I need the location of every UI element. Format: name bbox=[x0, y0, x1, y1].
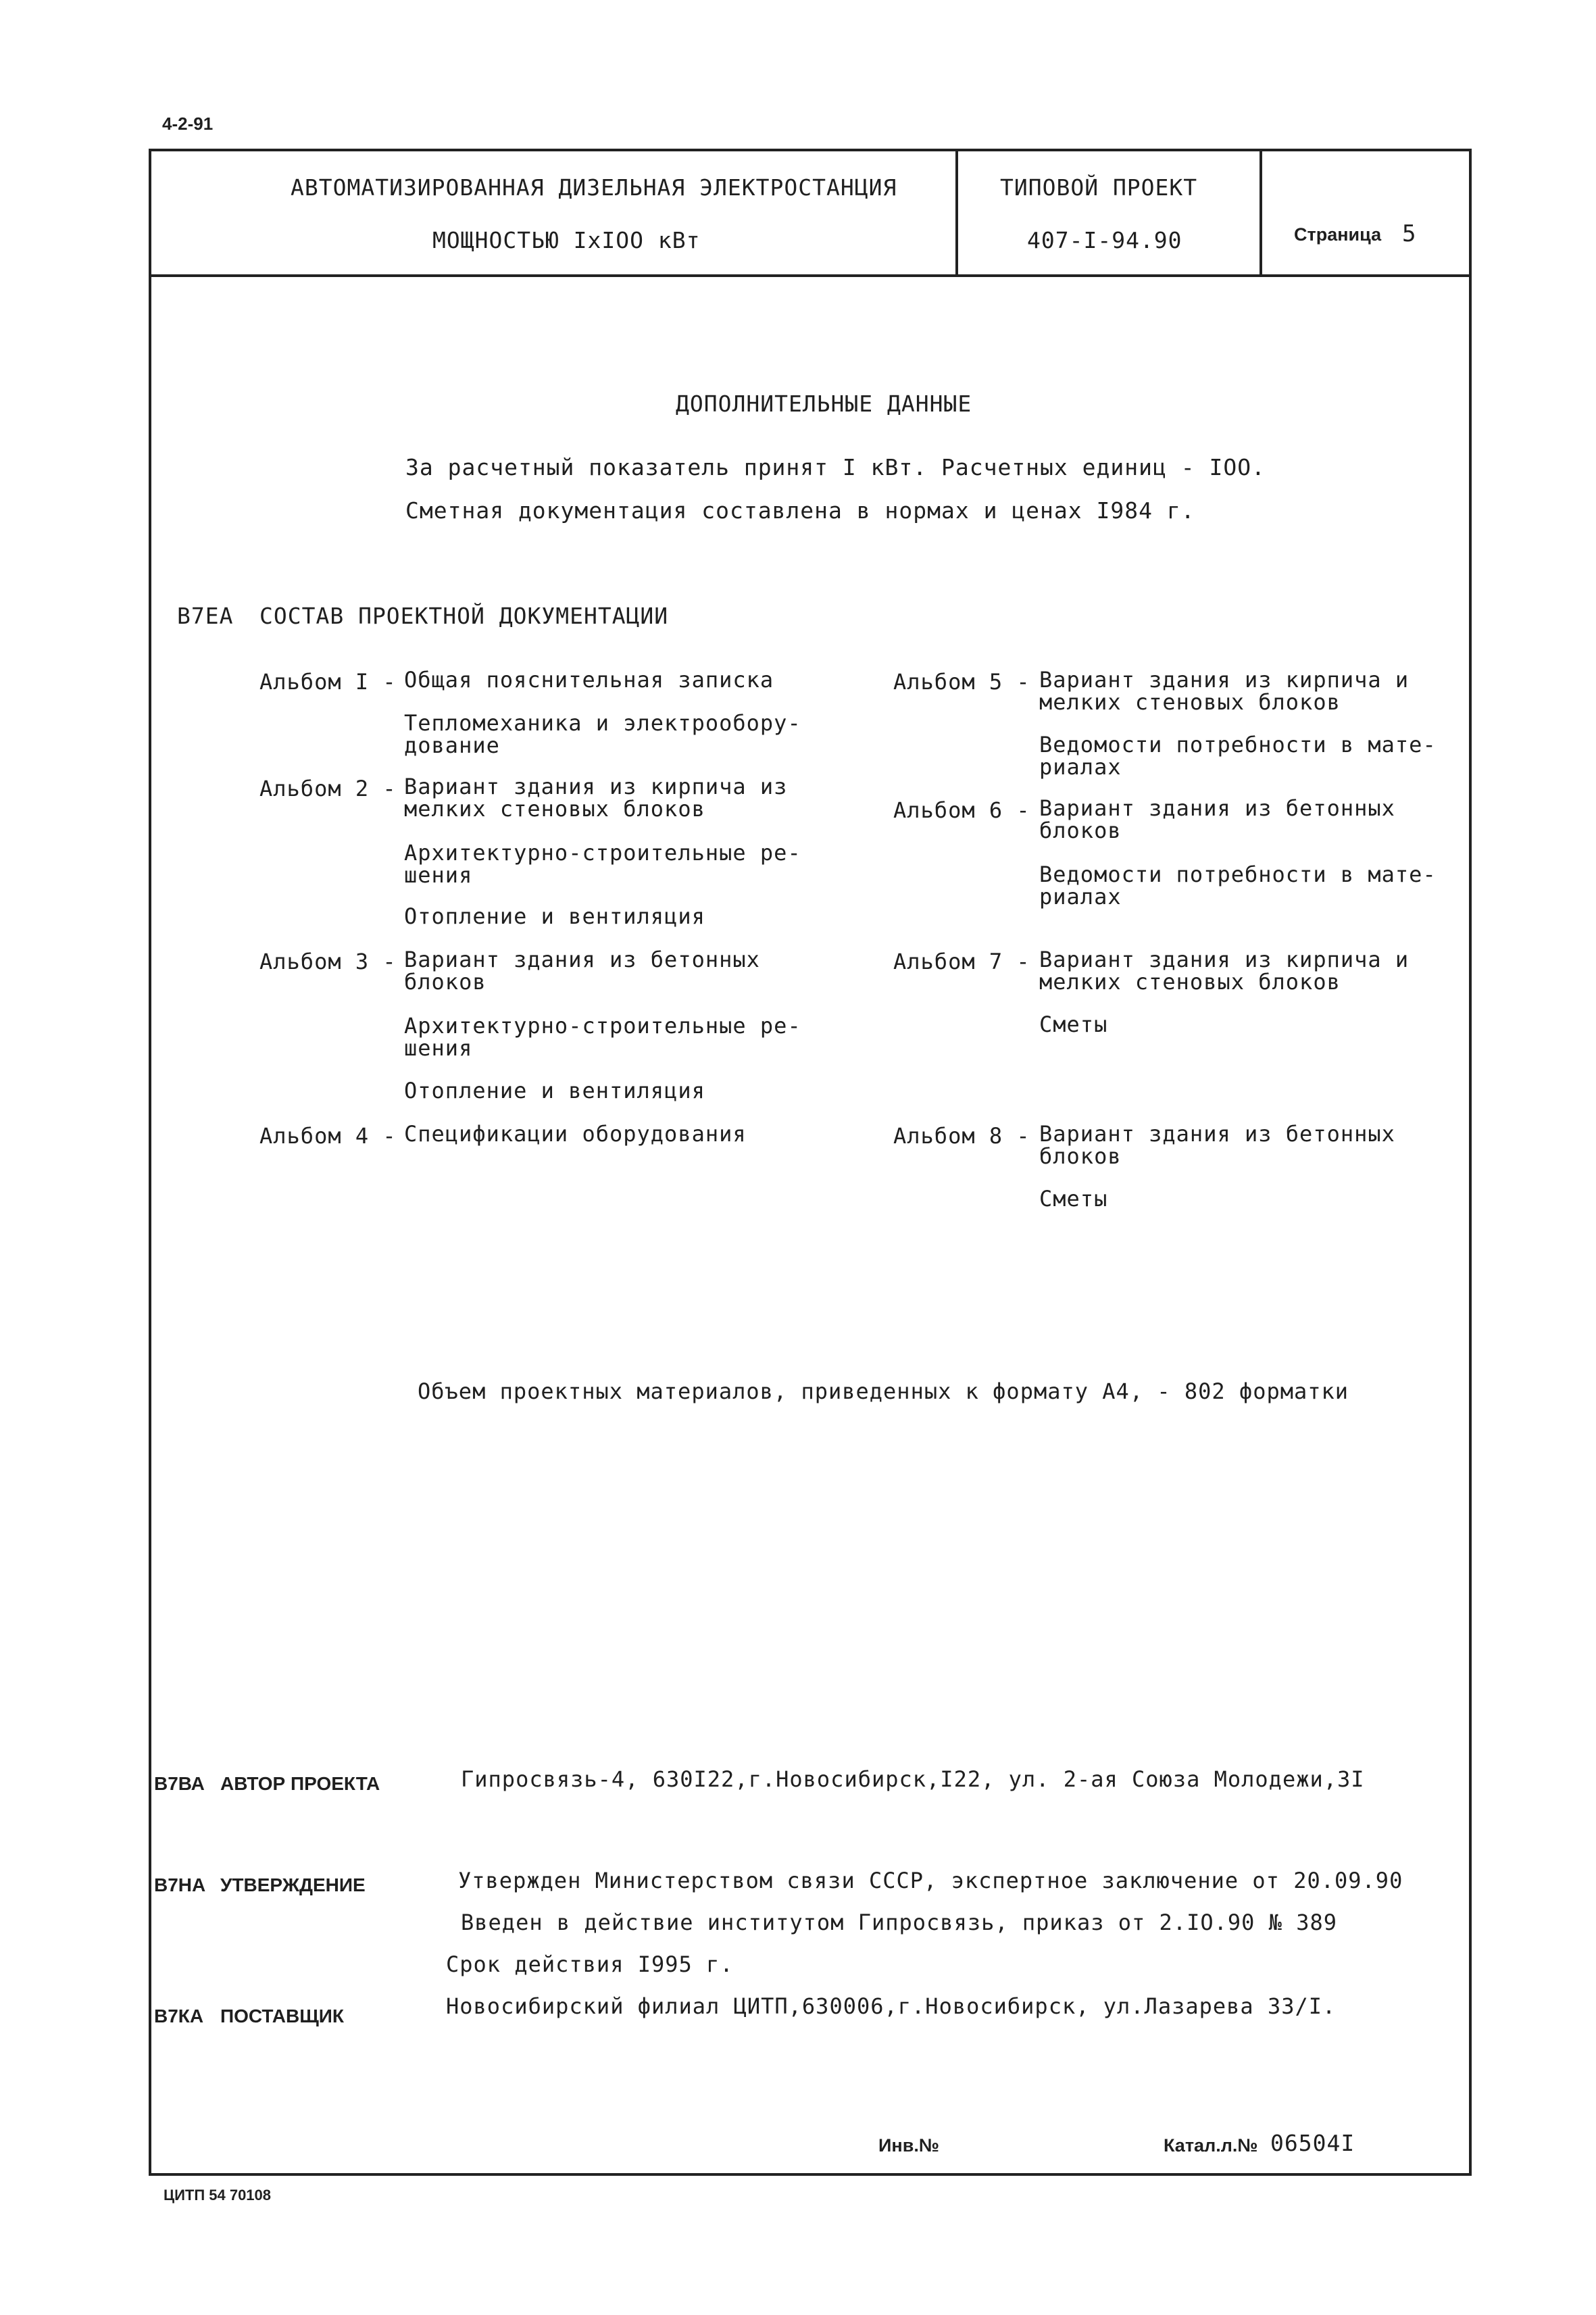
album-item: Архитектурно-строительные ре- шения bbox=[404, 1013, 801, 1061]
header-divider-2 bbox=[1260, 149, 1262, 276]
album-item: Общая пояснительная записка bbox=[404, 667, 774, 693]
album-item: Вариант здания из кирпича и мелких стеновых блоков bbox=[1039, 947, 1410, 995]
approval-line3: Срок действия I995 г. bbox=[446, 1951, 734, 1977]
album-item: Вариант здания из кирпича из мелких стеновых блоков bbox=[404, 774, 788, 822]
composition-heading: СОСТАВ ПРОЕКТНОЙ ДОКУМЕНТАЦИИ bbox=[259, 603, 669, 629]
corner-code: 4-2-91 bbox=[162, 114, 214, 134]
catalog-label: Катал.л.№ bbox=[1164, 2135, 1258, 2156]
album-item: Ведомости потребности в мате- риалах bbox=[1039, 732, 1437, 780]
album-label: Альбом I - bbox=[259, 669, 397, 695]
album-label: Альбом 8 - bbox=[893, 1123, 1030, 1149]
author-label: АВТОР ПРОЕКТА bbox=[220, 1773, 380, 1794]
author-code: В7ВА bbox=[154, 1773, 205, 1794]
header-title-line2: МОЩНОСТЬЮ IxIOO кВт bbox=[432, 227, 701, 253]
approval-label: УТВЕРЖДЕНИЕ bbox=[220, 1874, 366, 1895]
approval-code: В7НА bbox=[154, 1874, 206, 1895]
composition-code: В7ЕА bbox=[177, 603, 234, 629]
album-item: Вариант здания из бетонных блоков bbox=[1039, 795, 1395, 843]
album-item: Вариант здания из бетонных блоков bbox=[404, 947, 760, 995]
album-item: Сметы bbox=[1039, 1012, 1108, 1037]
printer-mark: ЦИТП 54 70108 bbox=[164, 2187, 272, 2204]
album-item: Вариант здания из кирпича и мелких стеновых блоков bbox=[1039, 667, 1410, 715]
album-item: Ведомости потребности в мате- риалах bbox=[1039, 862, 1437, 910]
catalog-number: 06504I bbox=[1270, 2130, 1355, 2156]
inv-label: Инв.№ bbox=[878, 2135, 939, 2156]
header-divider-1 bbox=[955, 149, 958, 276]
header-title-line1: АВТОМАТИЗИРОВАННАЯ ДИЗЕЛЬНАЯ ЭЛЕКТРОСТАНЦИЯ bbox=[291, 174, 897, 201]
album-item: Архитектурно-строительные ре- шения bbox=[404, 840, 801, 888]
volume-line: Объем проектных материалов, приведенных к формату А4, - 802 форматки bbox=[418, 1378, 1349, 1404]
album-label: Альбом 4 - bbox=[259, 1123, 397, 1149]
project-number: 407-I-94.90 bbox=[1027, 227, 1182, 253]
album-label: Альбом 6 - bbox=[893, 797, 1030, 823]
additional-line1: За расчетный показатель принят I кВт. Расчетных единиц - IOO. bbox=[405, 454, 1266, 480]
additional-heading: ДОПОЛНИТЕЛЬНЫЕ ДАННЫЕ bbox=[676, 391, 972, 417]
album-item: Вариант здания из бетонных блоков bbox=[1039, 1121, 1395, 1169]
supplier-label: ПОСТАВЩИК bbox=[220, 2006, 344, 2026]
album-item: Сметы bbox=[1039, 1186, 1108, 1212]
album-item: Отопление и вентиляция bbox=[404, 903, 705, 929]
album-label: Альбом 7 - bbox=[893, 949, 1030, 974]
album-item: Тепломеханика и электрообору- дование bbox=[404, 710, 801, 758]
approval-line1: Утвержден Министерством связи СССР, экспертное заключение от 20.09.90 bbox=[458, 1868, 1403, 1893]
album-label: Альбом 5 - bbox=[893, 669, 1030, 695]
supplier-text: Новосибирский филиал ЦИТП,630006,г.Новосибирск, ул.Лазарева 33/I. bbox=[446, 1993, 1337, 2019]
project-type: ТИПОВОЙ ПРОЕКТ bbox=[1000, 174, 1198, 201]
additional-line2: Сметная документация составлена в нормах и ценах I984 г. bbox=[405, 497, 1195, 524]
page-number: 5 bbox=[1402, 220, 1417, 247]
page-label: Страница bbox=[1294, 224, 1382, 245]
approval-line2: Введен в действие институтом Гипросвязь, приказ от 2.IO.90 № 389 bbox=[461, 1910, 1337, 1935]
album-label: Альбом 2 - bbox=[259, 776, 397, 801]
supplier-code: В7КА bbox=[154, 2006, 204, 2026]
album-label: Альбом 3 - bbox=[259, 949, 397, 974]
header-bottom-rule bbox=[149, 274, 1472, 277]
album-item: Спецификации оборудования bbox=[404, 1121, 747, 1147]
author-text: Гипросвязь-4, 630I22,г.Новосибирск,I22, ул. 2-ая Союза Молодежи,3I bbox=[461, 1766, 1365, 1792]
album-item: Отопление и вентиляция bbox=[404, 1078, 705, 1103]
